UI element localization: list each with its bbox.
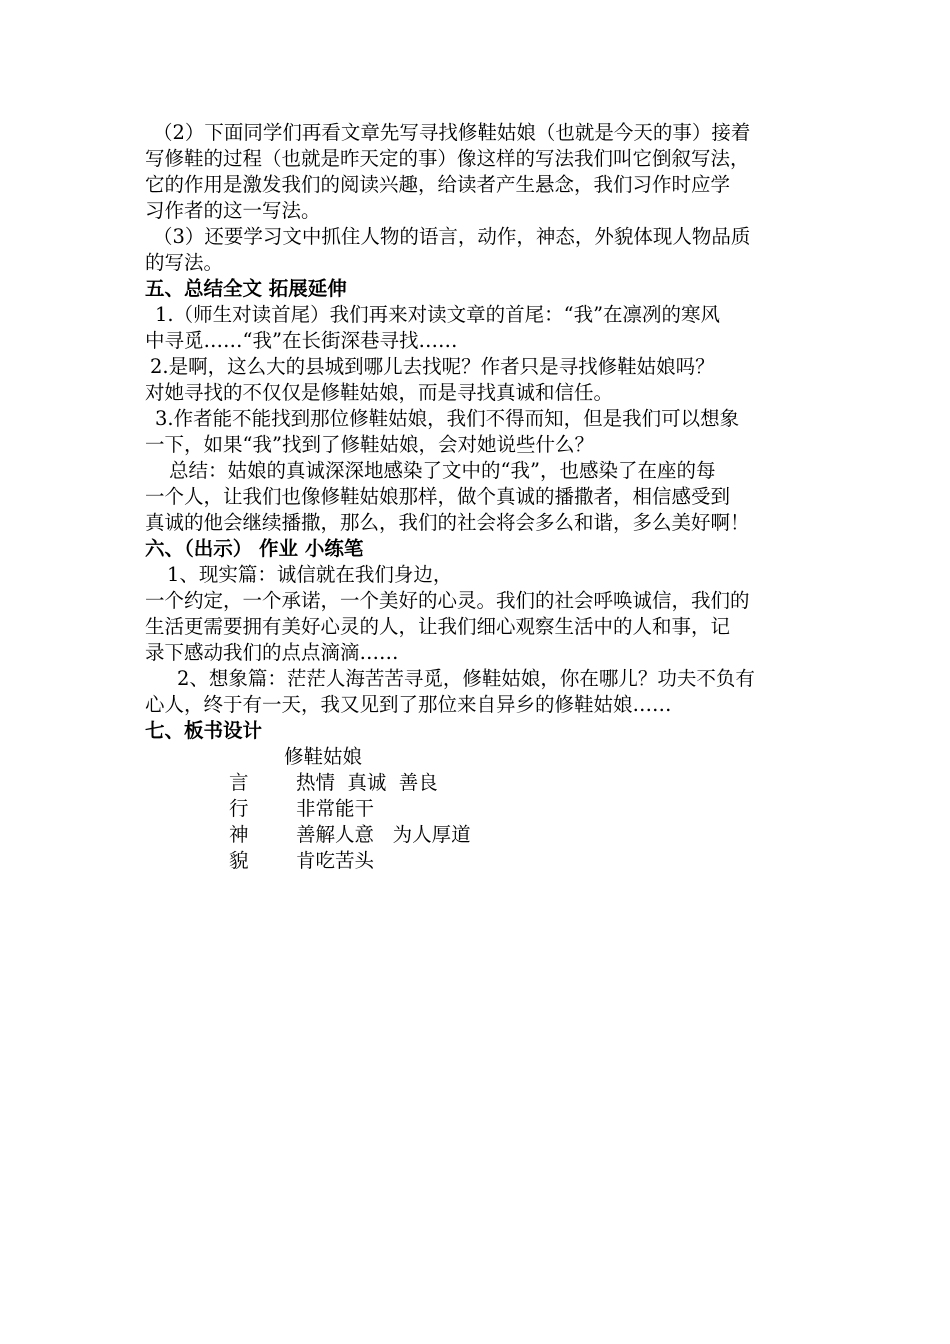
paragraph-character-method <box>145 224 810 276</box>
board-row-value: 热情 真诚 善良 <box>296 771 438 794</box>
list-item <box>145 562 810 666</box>
text-line: 2、想象篇：茫茫人海苦苦寻觅，修鞋姑娘，你在哪儿？功夫不负有 <box>177 667 755 690</box>
board-title: 修鞋姑娘 <box>284 745 363 768</box>
board-row-value: 善解人意 为人厚道 <box>296 823 471 846</box>
list-item <box>145 354 810 406</box>
text-line: 中寻觅……“我”在长街深巷寻找…… <box>145 329 458 352</box>
board-row-value: 肯吃苦头 <box>296 849 375 872</box>
text-line: （2）下面同学们再看文章先写寻找修鞋姑娘（也就是今天的事）接着 <box>153 121 751 144</box>
board-row-key: 貌 <box>229 849 249 872</box>
board-row-key: 神 <box>229 823 249 846</box>
board-row-key: 言 <box>229 771 249 794</box>
text-line: 3.作者能不能找到那位修鞋姑娘，我们不得而知，但是我们可以想象 <box>155 407 740 430</box>
text-line: （3）还要学习文中抓住人物的语言，动作，神态，外貌体现人物品质 <box>153 225 751 248</box>
text-line: 1、现实篇：诚信就在我们身边， <box>167 563 453 586</box>
board-row-value: 非常能干 <box>296 797 375 820</box>
board-row-key: 行 <box>229 797 249 820</box>
text-line: 1.（师生对读首尾）我们再来对读文章的首尾：“我”在凛冽的寒风 <box>155 303 721 326</box>
text-line: 一下，如果“我”找到了修鞋姑娘，会对她说些什么？ <box>145 433 594 456</box>
text-line: 它的作用是激发我们的阅读兴趣，给读者产生悬念，我们习作时应学 <box>145 173 731 196</box>
text-line: 习作者的这一写法。 <box>145 199 321 222</box>
text-line: 2.是啊，这么大的县城到哪儿去找呢？作者只是寻找修鞋姑娘吗？ <box>150 355 715 378</box>
list-item <box>145 302 810 354</box>
text-line: 生活更需要拥有美好心灵的人，让我们细心观察生活中的人和事，记 <box>145 615 731 638</box>
text-line: 心人，终于有一天，我又见到了那位来自异乡的修鞋姑娘…… <box>145 693 672 716</box>
text-line: 一个人，让我们也像修鞋姑娘那样，做个真诚的播撒者，相信感受到 <box>145 485 731 508</box>
text-line: 录下感动我们的点点滴滴…… <box>145 641 399 664</box>
document-body <box>145 120 810 744</box>
text-line: 真诚的他会继续播撒，那么，我们的社会将会多么和谐，多么美好啊！ <box>145 511 750 534</box>
text-line: 对她寻找的不仅仅是修鞋姑娘，而是寻找真诚和信任。 <box>145 381 614 404</box>
paragraph-writing-method <box>145 120 810 224</box>
text-line: 写修鞋的过程（也就是昨天定的事）像这样的写法我们叫它倒叙写法， <box>145 147 750 170</box>
paragraph-summary <box>145 458 810 536</box>
list-item <box>145 666 810 718</box>
text-line: 总结：姑娘的真诚深深地感染了文中的“我”，也感染了在座的每 <box>169 459 716 482</box>
text-line: 的写法。 <box>145 251 224 274</box>
section-heading-summary: 五、总结全文 拓展延伸 <box>145 277 347 300</box>
text-line: 一个约定，一个承诺，一个美好的心灵。我们的社会呼唤诚信，我们的 <box>145 589 750 612</box>
section-heading-homework: 六、（出示） 作业 小练笔 <box>145 537 364 560</box>
list-item <box>145 406 810 458</box>
section-heading-board-design: 七、板书设计 <box>145 719 263 742</box>
